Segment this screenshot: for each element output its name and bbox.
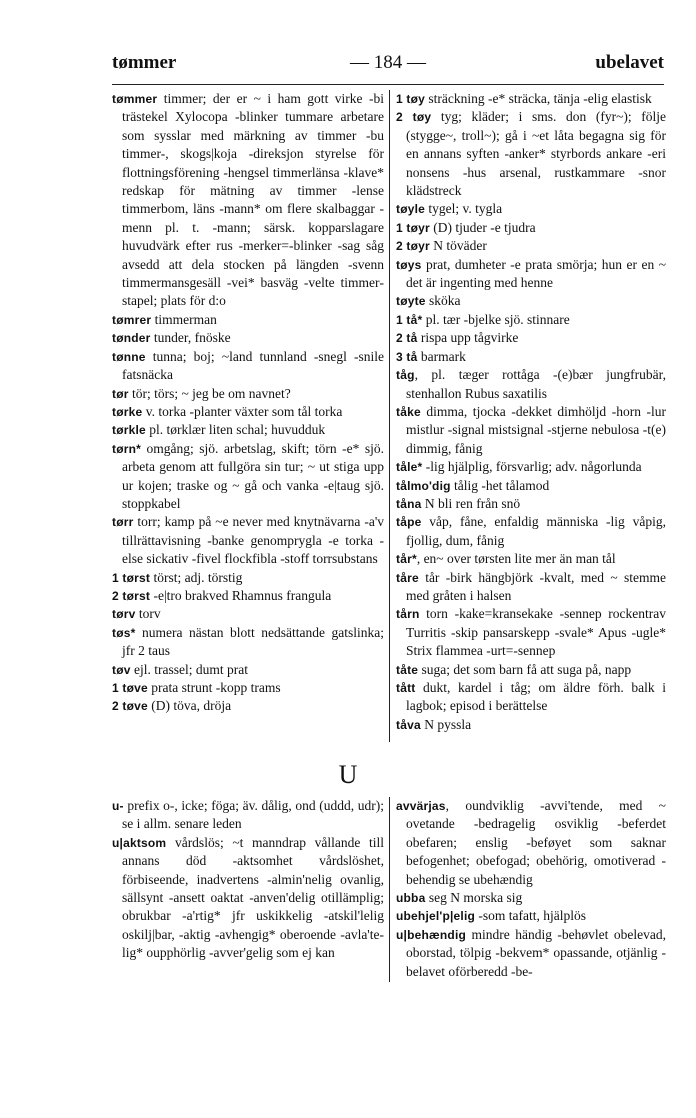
dictionary-entry: 1 tøy sträckning -e* sträcka, tänja -elig elastisk (396, 91, 652, 106)
dictionary-entry: 2 tøyr N töväder (396, 238, 487, 254)
dictionary-entry: tøv ejl. trassel; dumt prat (112, 661, 248, 677)
headword: 1 tøve (112, 681, 148, 695)
header-rule (112, 84, 664, 85)
headword: tåte (396, 662, 419, 677)
headword: ubba (396, 891, 426, 906)
headword: tåle* (396, 460, 423, 475)
headword: avvärjas (396, 799, 446, 813)
headword: tør (112, 386, 129, 401)
dictionary-entry: tømrer timmerman (112, 311, 217, 327)
dictionary-column-lower-left (112, 797, 384, 982)
dictionary-entry: tørv torv (112, 606, 161, 622)
dictionary-entry: avvärjas, oundviklig -avvi'tende, med ~ ovetande -bedragelig osviklig -beferdet obefaren; enslig -beføyet som saknar befogenhet; obefogad; obehörig, omotiverad -behendig se ubehændig (396, 798, 666, 887)
dictionary-entry: tåre tår -birk hängbjörk -kvalt, med ~ stemme med gråten i halsen (396, 569, 666, 603)
headword: 1 tørst (112, 570, 151, 585)
dictionary-column-upper-left (112, 90, 384, 742)
headword: 1 tøyr (396, 220, 430, 235)
header-last-word: ubelavet (595, 52, 664, 73)
dictionary-column-lower-right (396, 797, 666, 982)
headword: tørke (112, 404, 143, 419)
dictionary-entry: 2 tørst -e|tro brakved Rhamnus frangula (112, 587, 332, 603)
dictionary-entry: tørke v. torka -planter växter som tål torka (112, 403, 343, 419)
dictionary-entry: u|aktsom vårdslös; ~t manndrap vållande till annans död -aktsomhet vårdslöshet, förbiseende, inadvertens -almin'nelig ovanlig, sällsynt -ansett oaktat -anven'delig otillämplig; obrukbar -a'rtig* jfr uskikkelig -atskil'lelig oskilj|bar, -aktig -avhengig* oberoende -avla'telig* oupphörlig -avver'gelig som ej kan (112, 834, 384, 961)
dictionary-entry: tørn* omgång; sjö. arbetslag, skift; törn -e* sjö. arbeta genom att fullgöra sin tur; ~ ut stiga upp ur kojen; traske og ~ gå och vanka -e|taug sjö. stoppkabel (112, 440, 384, 511)
headword: u|behændig (396, 927, 467, 942)
headword: tøyle (396, 202, 426, 217)
dictionary-entry: tått dukt, kardel i tåg; om äldre förh. balk i lagbok; episod i berättelse (396, 680, 666, 714)
column-divider-upper (389, 90, 390, 742)
headword: tømmer (112, 92, 158, 106)
dictionary-entry: tår*, en~ over tørsten lite mer än man tål (396, 551, 616, 567)
headword: tåke (396, 404, 421, 419)
header-first-word: tømmer (112, 52, 177, 73)
dictionary-entry: 3 tå barmark (396, 348, 466, 364)
section-letter: U (338, 760, 358, 789)
dictionary-entry: 1 tå* pl. tær -bjelke sjö. stinnare (396, 311, 570, 327)
headword: tått (396, 681, 416, 695)
headword: 2 tøve (112, 699, 148, 714)
dictionary-entry: tøs* numera nästan blott nedsättande gatslinka; jfr 2 taus (112, 624, 384, 659)
dictionary-entry: tørkle pl. tørklær liten schal; huvudduk (112, 422, 326, 438)
headword: 2 tøy (396, 110, 432, 125)
dictionary-entry: tålmo'dig tålig -het tålamod (396, 477, 550, 493)
headword: 2 tørst (112, 588, 151, 603)
dictionary-entry: u- prefix o-, icke; föga; äv. dålig, ond (uddd, udr); se i allm. senare leden (112, 798, 384, 832)
dictionary-entry: tør tör; törs; ~ jeg be om navnet? (112, 385, 291, 401)
dictionary-entry: tåva N pyssla (396, 716, 472, 732)
headword: tørkle (112, 423, 146, 438)
headword: tåre (396, 570, 419, 585)
column-divider-lower (389, 797, 390, 982)
headword: 1 tøy (396, 92, 426, 106)
headword: tåg (396, 368, 415, 383)
headword: tørr (112, 515, 134, 530)
dictionary-entry: tåpe våp, fåne, enfaldig människa -lig våpig, fjollig, dum, fånig (396, 514, 666, 548)
dictionary-entry: ubba seg N morska sig (396, 890, 523, 906)
page-number: — 184 — (350, 52, 426, 73)
headword: u- (112, 799, 124, 813)
dictionary-entry: tønne tunna; boj; ~land tunnland -snegl -snile fatsnäcka (112, 348, 384, 383)
dictionary-entry: tåna N bli ren från snö (396, 495, 521, 511)
headword: 3 tå (396, 349, 418, 364)
dictionary-entry: 1 tøve prata strunt -kopp trams (112, 680, 281, 695)
dictionary-entry: tørr torr; kamp på ~e never med knytnävarna -a'v tillrättavisning -banke genomprygla -e torka -else sickativ -fivel flockfibla -stoff torrsubstans (112, 514, 384, 567)
dictionary-entry: 1 tørst törst; adj. törstig (112, 569, 243, 585)
dictionary-entry: tøyte sköka (396, 293, 461, 309)
dictionary-entry: 2 tå rispa upp tågvirke (396, 330, 519, 346)
dictionary-entry: tømmer timmer; der er ~ i ham gott virke -bi trästekel Xylocopa -blinker tummare arbetare som sysslar med märkning av timmer -bu timmer-, skogs|koja -direksjon styrelse för flottningsförening -hengsel timmerlänsa -klave* redskap för mätning av timmer -lense timmerbom, läns -mann* om flere skalbaggar -menn pl. t. -mann; särsk. kopparslagare huvudvärk efter rus -merker=-blinker -sag såg avsedd att dela stocken på längden -svenn timmermansgesäll -vei* basväg -velte timmerstapel; plats för d:o (112, 91, 384, 309)
headword: tøys (396, 257, 422, 272)
headword: tøs* (112, 625, 136, 640)
dictionary-entry: tårn torn -kake=kransekake -sennep rockentrav Turritis -skip pansarskepp -svale* Apus -ugle* Strix flammea -urt=-sennep (396, 606, 666, 659)
dictionary-entry: tøys prat, dumheter -e prata smörja; hun er en ~ det är ingenting med henne (396, 256, 666, 291)
dictionary-entry: tåte suga; det som barn få att suga på, napp (396, 661, 632, 677)
dictionary-column-upper-right (396, 90, 666, 742)
dictionary-entry: ubehjel'p|elig -som tafatt, hjälplös (396, 908, 587, 924)
dictionary-entry: 2 tøve (D) töva, dröja (112, 698, 232, 714)
headword: tårn (396, 607, 420, 622)
headword: ubehjel'p|elig (396, 909, 476, 924)
headword: tønder (112, 331, 151, 346)
headword: tønne (112, 349, 146, 364)
headword: tår* (396, 552, 417, 567)
dictionary-entry: tåle* -lig hjälplig, försvarlig; adv. någorlunda (396, 459, 642, 475)
dictionary-entry: tønder tunder, fnöske (112, 330, 231, 346)
headword: tøv (112, 662, 131, 677)
dictionary-entry: tåke dimma, tjocka -dekket dimhöljd -horn -lur mistlur -signal mistsignal -stjerne nebulosa -t(e) dimmig, fånig (396, 403, 666, 456)
headword: 2 tøyr (396, 239, 430, 254)
headword: tøyte (396, 294, 426, 309)
dictionary-entry: 1 tøyr (D) tjuder -e tjudra (396, 219, 536, 235)
headword: tørn* (112, 441, 141, 456)
headword: u|aktsom (112, 835, 167, 850)
running-header (112, 52, 664, 82)
dictionary-entry: u|behændig mindre händig -behøvlet obelevad, oborstad, tölpig -bekvem* opassande, otjänlig -belavet oförberedd -be- (396, 926, 666, 979)
headword: tåpe (396, 515, 422, 530)
headword: tømrer (112, 312, 152, 327)
dictionary-entry: 2 tøy tyg; kläder; i sms. don (fyr~); följe (stygge~, troll~); gå i ~et låta begagna sig för en annans syften -anker* styrbords ankare -eri nonsens -hus arsenal, rustkammare -snor klädstreck (396, 109, 666, 199)
dictionary-entry: tåg, pl. tæger rottåga -(e)bær jungfrubär, stenhallon Rubus saxatilis (396, 367, 666, 401)
headword: tåva (396, 717, 421, 732)
headword: tørv (112, 607, 136, 622)
dictionary-entry: tøyle tygel; v. tygla (396, 201, 503, 217)
headword: tåna (396, 496, 422, 511)
headword: tålmo'dig (396, 478, 451, 493)
headword: 1 tå* (396, 312, 423, 327)
headword: 2 tå (396, 331, 418, 346)
